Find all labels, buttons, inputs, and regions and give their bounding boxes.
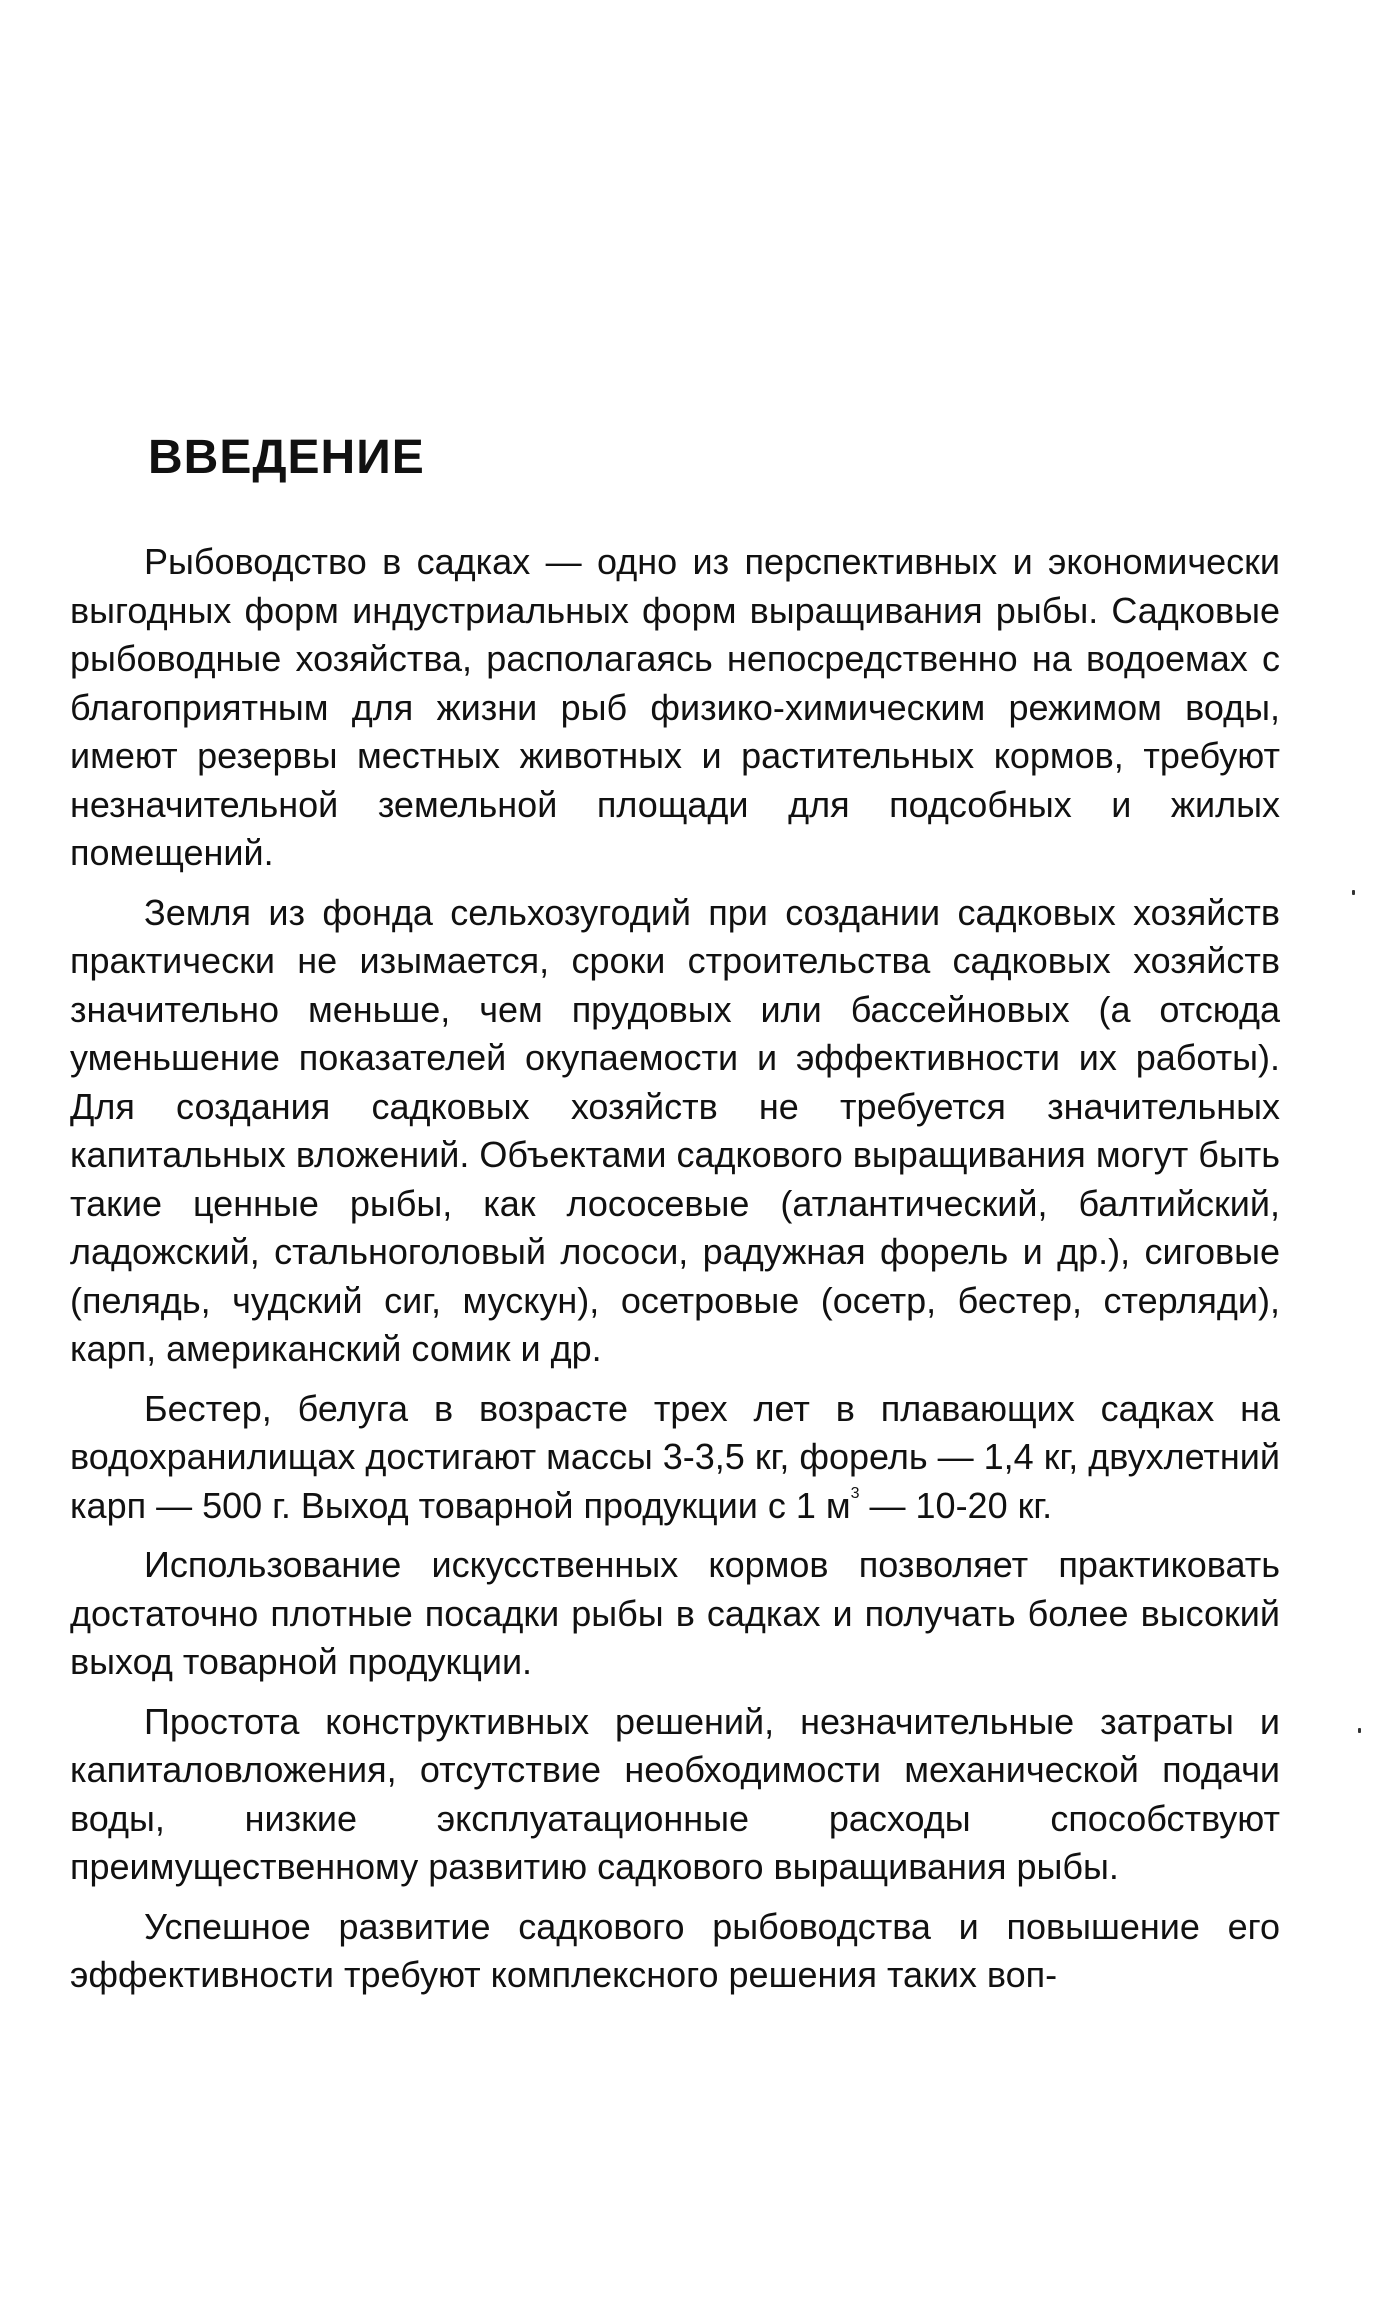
- paragraph-6: Успешное развитие садкового рыбоводства и повышение его эффективности требуют комплексного решения таких воп-: [70, 1905, 1280, 1995]
- scan-speck: [1352, 890, 1355, 895]
- body-text: [70, 538, 1280, 2011]
- paragraph-3-text: Бестер, белуга в возрасте трех лет в плавающих садках на водохранилищах достигают массы 3-3,5 кг, форель — 1,4 кг, двухлетний карп — 500 г. Выход товарной продукции с 1 м: [70, 1387, 1280, 1526]
- paragraph-5: Простота конструктивных решений, незначительные затраты и капиталовложения, отсутствие необходимости механической подачи воды, низкие эксплуатационные расходы способствуют преимущественному развитию садкового выращивания рыбы.: [70, 1700, 1280, 1887]
- paragraph-3-tail: — 10-20 кг.: [859, 1484, 1053, 1526]
- paragraph-2: Земля из фонда сельхозугодий при создании садковых хозяйств практически не изымается, сроки строительства садковых хозяйств значительно меньше, чем прудовых или бассейновых (а отсюда уменьшение показателей окупаемости и эффективности их работы). Для создания садковых хозяйств не требуется значительных капитальных вложений. Объектами садкового выращивания могут быть такие ценные рыбы, как лососевые (атлантический, балтийский, ладожский, стальноголовый лососи, радужная форель и др.), сиговые (пелядь, чудский сиг, мускун), осетровые (осетр, бестер, стерляди), карп, американский сомик и др.: [70, 891, 1280, 1369]
- page-title: ВВЕДЕНИЕ: [148, 431, 425, 484]
- paragraph-1: Рыбоводство в садках — одно из перспективных и экономически выгодных форм индустриальных форм выращивания рыбы. Садковые рыбоводные хозяйства, располагаясь непосредственно на водоемах с благоприятным для жизни рыб физико-химическим режимом воды, имеют резервы местных животных и растительных кормов, требуют незначительной земельной площади для подсобных и жилых помещений.: [70, 541, 1280, 873]
- paragraph-4: Использование искусственных кормов позволяет практиковать достаточно плотные посадки рыбы в садках и получать более высокий выход товарной продукции.: [70, 1544, 1280, 1682]
- scan-speck: [1358, 1728, 1361, 1733]
- paragraph-3: [70, 1385, 1280, 1531]
- superscript-cubic: 3: [850, 1484, 860, 1502]
